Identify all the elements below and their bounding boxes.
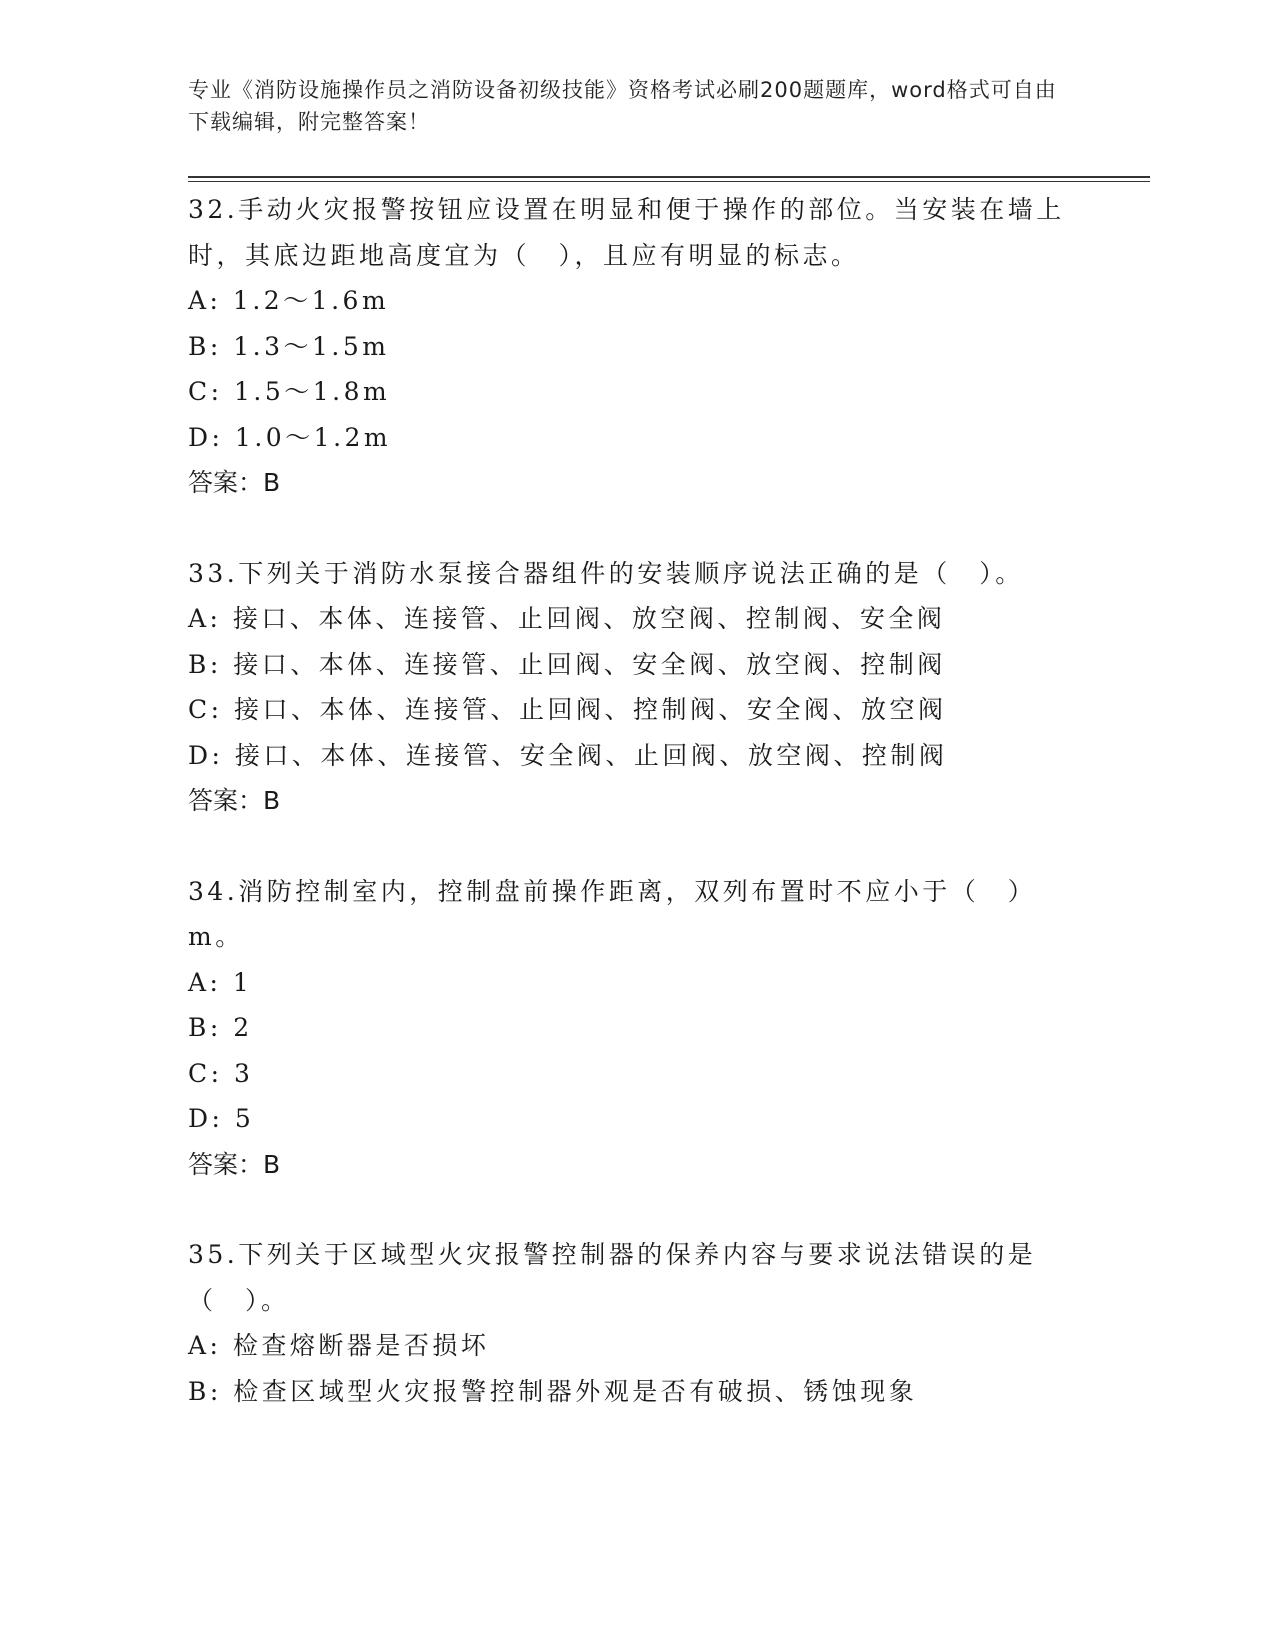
option-d: D: 1.0～1.2m xyxy=(188,422,392,452)
question-stem: 35.下列关于区域型火灾报警控制器的保养内容与要求说法错误的是（ ）。 xyxy=(188,1240,1037,1315)
option-a: A: 1.2～1.6m xyxy=(188,286,390,315)
header-divider-thin xyxy=(188,181,1150,182)
question-33 xyxy=(188,551,1088,824)
page-header: 专业《消防设施操作员之消防设备初级技能》资格考试必刷200题题库，word格式可自由下载编辑，附完整答案！ xyxy=(188,78,1057,134)
option-d: D: 接口、本体、连接管、安全阀、止回阀、放空阀、控制阀 xyxy=(188,740,948,770)
question-list xyxy=(188,187,1088,1459)
header-divider xyxy=(188,176,1150,178)
option-a: A: 检查熔断器是否损坏 xyxy=(188,1331,490,1360)
option-a: A: 接口、本体、连接管、止回阀、放空阀、控制阀、安全阀 xyxy=(188,604,946,633)
question-35 xyxy=(188,1232,1088,1414)
question-32 xyxy=(188,187,1088,506)
option-c: C: 1.5～1.8m xyxy=(188,377,391,406)
option-c: C: 3 xyxy=(188,1058,254,1088)
question-stem: 33.下列关于消防水泵接合器组件的安装顺序说法正确的是（ ）。 xyxy=(188,558,1024,588)
option-d: D: 5 xyxy=(188,1104,255,1133)
question-stem: 34.消防控制室内，控制盘前操作距离，双列布置时不应小于（ ）m。 xyxy=(188,876,1037,951)
answer-line: 答案：B xyxy=(188,1149,281,1179)
option-c: C: 接口、本体、连接管、止回阀、控制阀、安全阀、放空阀 xyxy=(188,695,947,724)
option-b: B: 检查区域型火灾报警控制器外观是否有破损、锈蚀现象 xyxy=(188,1376,918,1406)
question-stem: 32.手动火灾报警按钮应设置在明显和便于操作的部位。当安装在墙上时，其底边距地高度宜为（ ），且应有明显的标志。 xyxy=(188,195,1065,270)
option-a: A: 1 xyxy=(188,967,253,997)
option-b: B: 接口、本体、连接管、止回阀、安全阀、放空阀、控制阀 xyxy=(188,649,946,679)
question-34 xyxy=(188,869,1088,1188)
answer-line: 答案：B xyxy=(188,786,281,815)
option-b: B: 1.3～1.5m xyxy=(188,331,390,361)
answer-line: 答案：B xyxy=(188,468,281,497)
option-b: B: 2 xyxy=(188,1013,253,1042)
